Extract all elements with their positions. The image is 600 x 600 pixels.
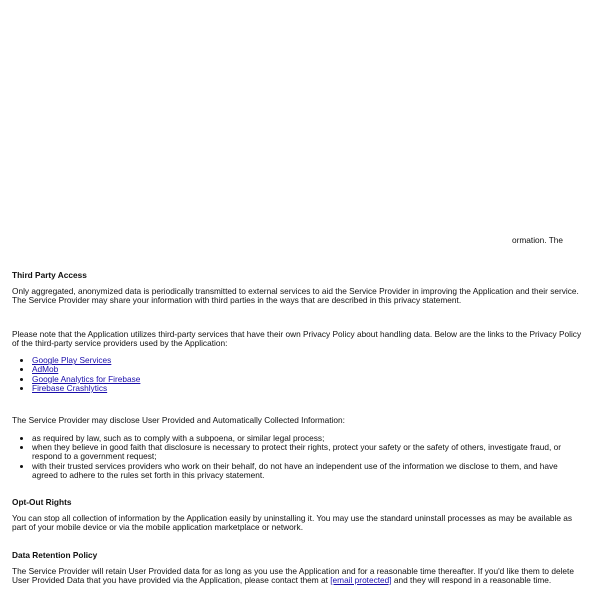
third-party-paragraph-2: Please note that the Application utilizes third-party services that have their own Privacy Policy about handling data. Below are the links to the Privacy Policy of the third-party service providers used by the Application: (12, 328, 582, 348)
third-party-paragraph-1: Only aggregated, anonymized data is periodically transmitted to external services to aid the Service Provider in improving the Application and their service. The Service Provider may share your information with third parties in the ways that are described in this privacy statement. (12, 286, 579, 306)
third-party-access-heading: Third Party Access (12, 270, 87, 280)
privacy-policy-content (12, 270, 584, 585)
retention-paragraph (12, 567, 584, 586)
google-play-services-link[interactable]: Google Play Services (32, 355, 112, 366)
list-item: • when they believe in good faith that disclosure is necessary to protect their rights, protect your safety or the safety of others, investigate fraud, or respond to a government request; (32, 443, 584, 462)
partial-text-fragment: ormation. The (512, 235, 564, 245)
disclosure-intro: The Service Provider may disclose User Provided and Automatically Collected Information: (12, 415, 345, 426)
data-retention-policy-heading: Data Retention Policy (12, 549, 98, 560)
list-item (32, 375, 584, 384)
list-item (32, 384, 584, 393)
google-analytics-for-firebase-link[interactable]: Google Analytics for Firebase (32, 373, 141, 384)
third-party-links-list (12, 356, 584, 393)
list-item: • as required by law, such as to comply with a subpoena, or similar legal process; (32, 434, 584, 443)
list-item (32, 356, 584, 365)
opt-out-paragraph: You can stop all collection of information by the Application easily by uninstalling it. You may use the standard uninstall processes as may be available as part of your mobile device or via the mobile application marketplace or network. (12, 513, 573, 533)
disclosure-list (12, 434, 584, 480)
retention-text-after: and they will respond in a reasonable time. (391, 575, 552, 586)
opt-out-rights-heading: Opt-Out Rights (12, 497, 72, 508)
firebase-crashlytics-link[interactable]: Firebase Crashlytics (32, 383, 108, 394)
list-item: • with their trusted services providers who work on their behalf, do not have an independent use of the information we disclose to them, and have agreed to adhere to the rules set forth in this privacy statement. (32, 462, 584, 481)
admob-link[interactable]: AdMob (32, 364, 59, 375)
retention-text-before: The Service Provider will retain User Provided data for as long as you use the Application and for a reasonable time thereafter. If you'd like them to delete User Provided Data that you have provided via the Application, please contact them at (12, 565, 574, 586)
contact-email-link[interactable]: [email protected] (330, 575, 392, 586)
